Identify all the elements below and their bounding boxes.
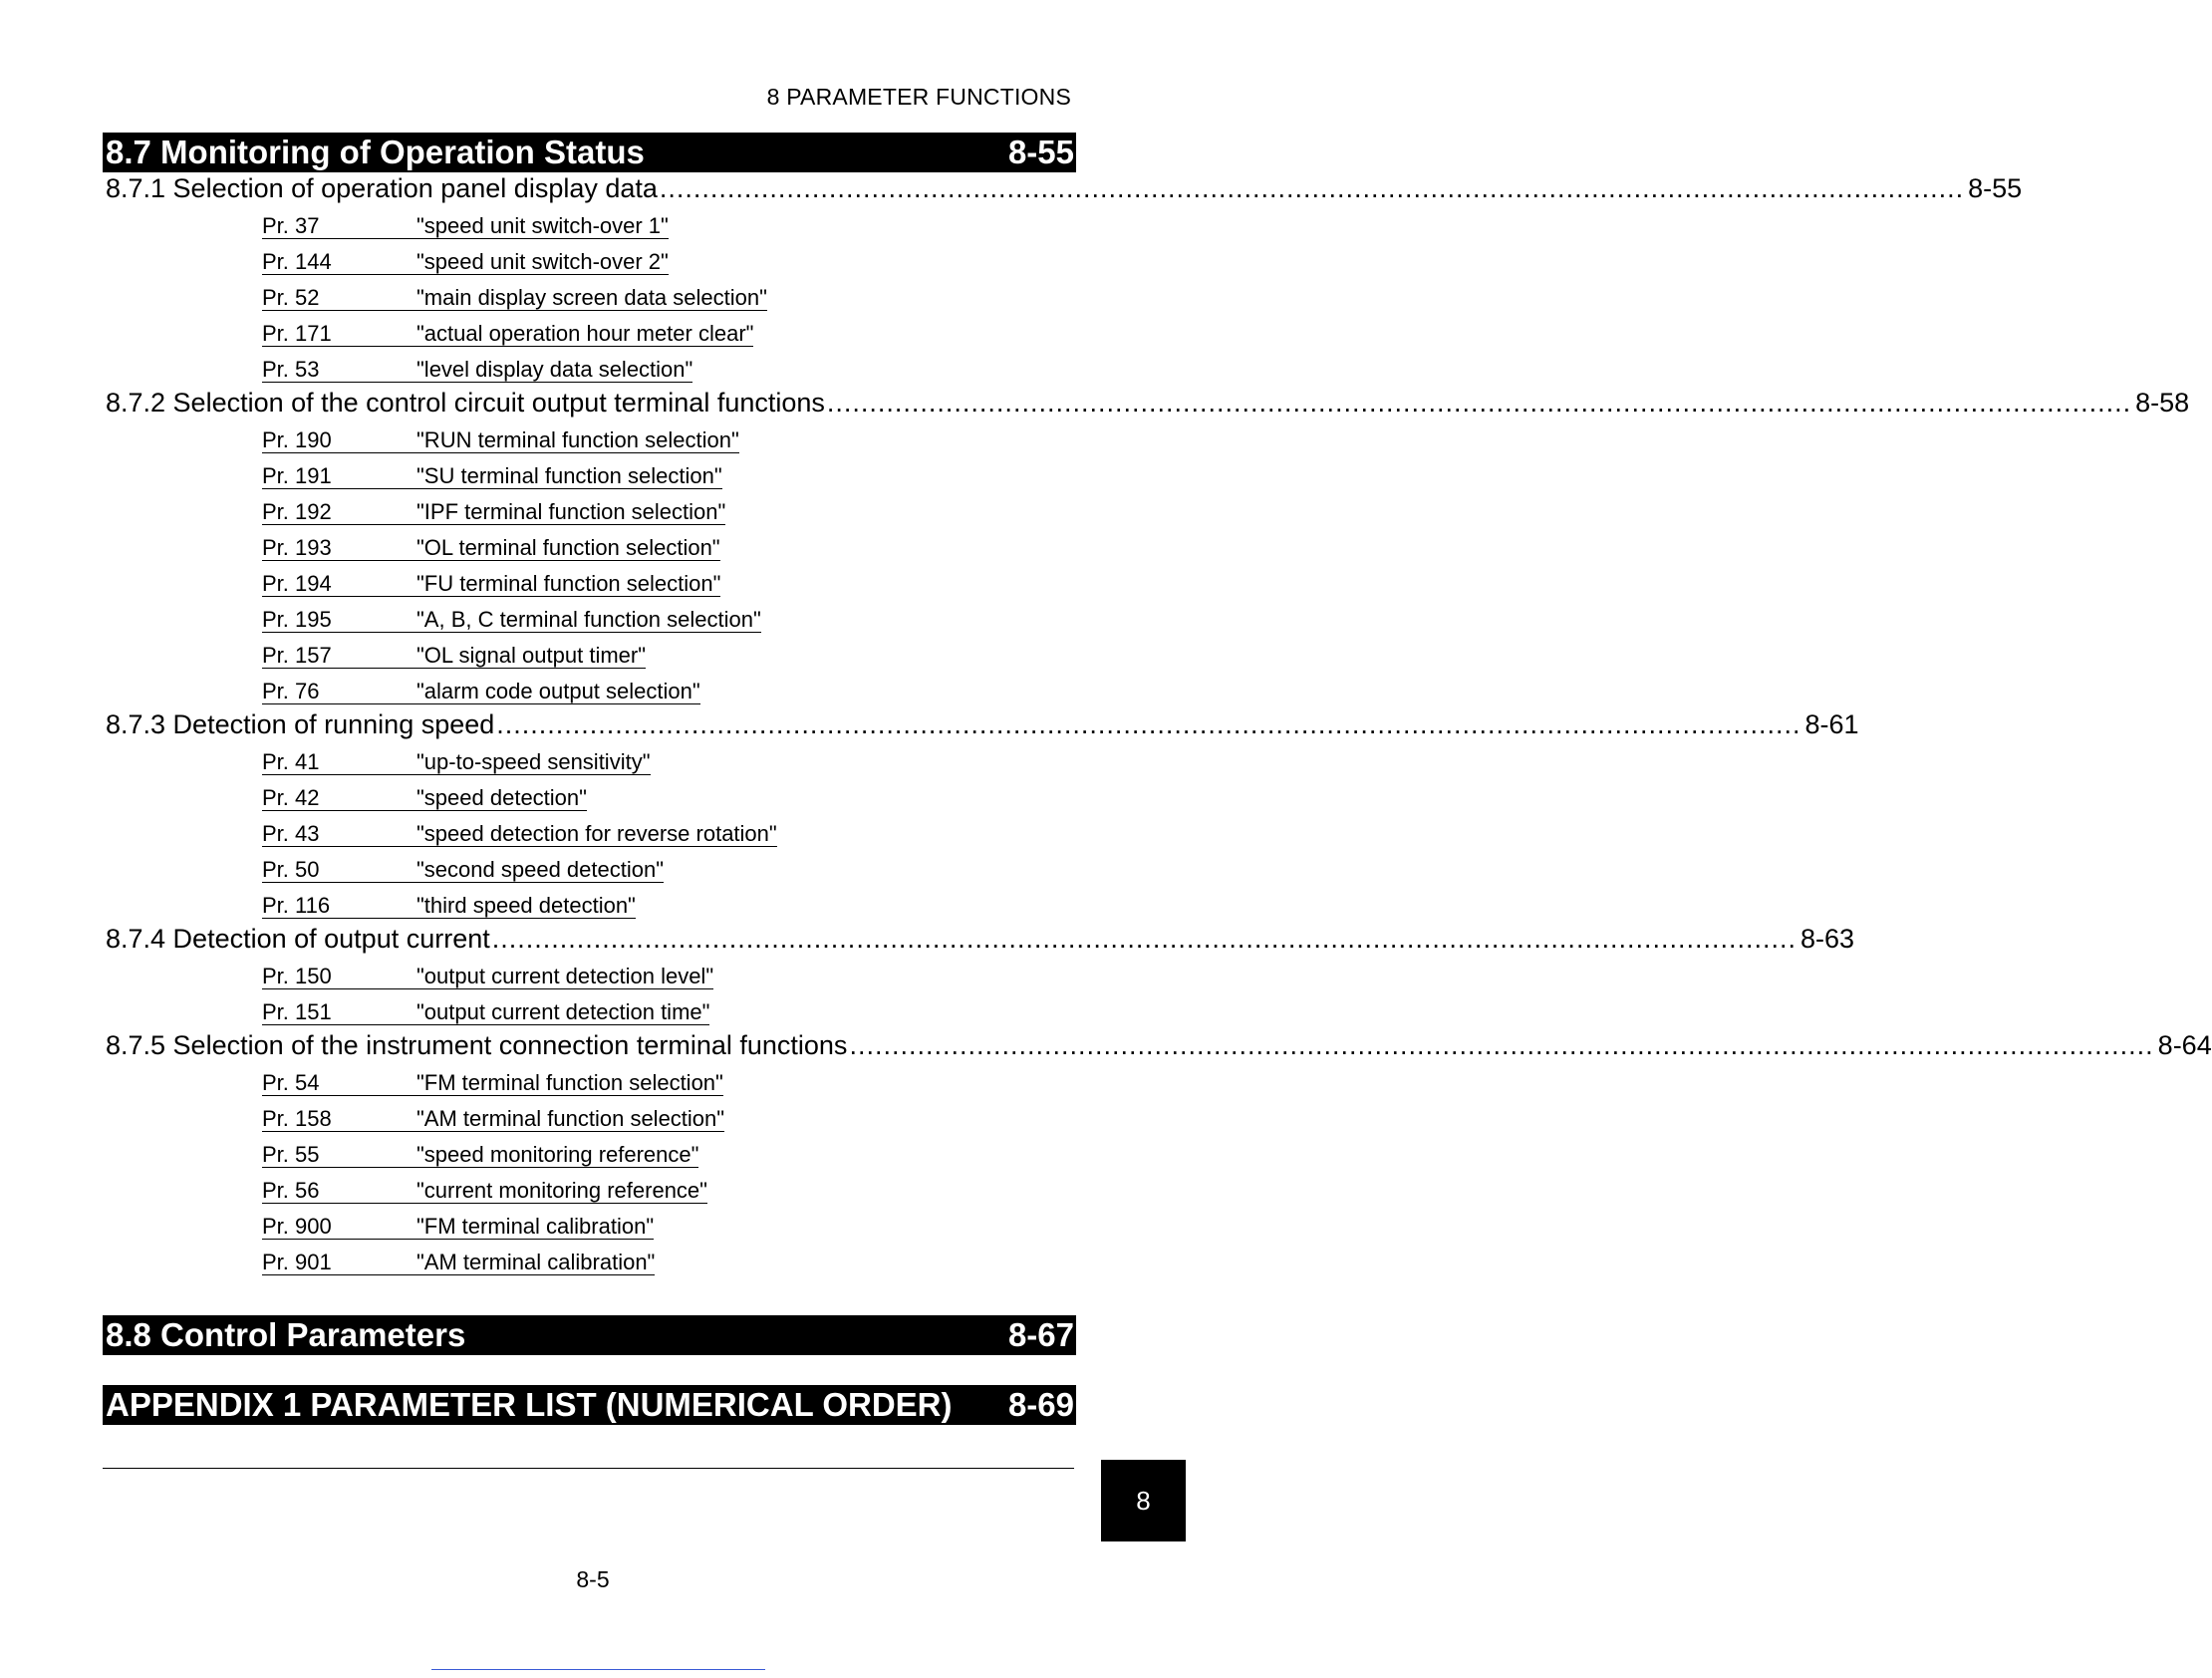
parameter-number: Pr. 157 [262,642,332,668]
running-header: 8 PARAMETER FUNCTIONS [766,84,1071,110]
subsection-title: 8.7.2 Selection of the control circuit output terminal functions [106,388,825,418]
parameter-row [103,494,1076,530]
parameter-name: "speed unit switch-over 2" [416,248,669,274]
parameter-name: "AM terminal calibration" [416,1249,656,1274]
section-heading-8-7[interactable] [103,133,1076,172]
parameter-row [103,744,1076,780]
parameter-number: Pr. 116 [262,892,331,918]
subsection-entry[interactable] [103,709,1859,744]
subsection-page: 8-55 [1968,173,2023,203]
table-of-contents [103,173,2212,1280]
subsection-page: 8-63 [1799,924,1855,954]
parameter-row [103,602,1076,638]
parameter-name: "speed detection" [416,784,587,810]
parameter-link[interactable] [262,572,720,597]
parameter-name: "OL signal output timer" [416,642,647,668]
subsection-title: 8.7.4 Detection of output current [106,924,490,954]
parameter-link[interactable] [262,428,739,453]
dot-leader: .......................................................................................................................................................... [496,709,1801,739]
parameter-number: Pr. 158 [262,1105,332,1131]
section-title: 8.8 Control Parameters [106,1316,466,1353]
dot-leader: .......................................................................................................................................................... [491,924,1797,954]
parameter-number: Pr. 76 [262,678,320,703]
parameter-number: Pr. 53 [262,356,320,382]
parameter-row [103,566,1076,602]
subsection-entry[interactable] [103,924,1855,959]
parameter-name: "speed monitoring reference" [416,1141,699,1167]
parameter-row [103,458,1076,494]
parameter-name: "speed detection for reverse rotation" [416,820,777,846]
parameter-link[interactable] [262,608,761,633]
parameter-name: "FU terminal function selection" [416,570,721,596]
bottom-link-underline [431,1669,765,1670]
parameter-row [103,674,1076,709]
dot-leader: .......................................................................................................................................................... [849,1030,2154,1060]
subsection-entry[interactable] [103,388,2190,422]
parameter-row [103,638,1076,674]
parameter-number: Pr. 55 [262,1141,320,1167]
section-page: 8-69 [1007,1386,1074,1423]
parameter-name: "alarm code output selection" [416,678,700,703]
parameter-number: Pr. 191 [262,462,332,488]
subsection-title: 8.7.3 Detection of running speed [106,709,495,739]
section-title: 8.7 Monitoring of Operation Status [106,134,645,170]
parameter-link[interactable] [262,358,692,383]
parameter-link[interactable] [262,464,722,489]
parameter-link[interactable] [262,1143,698,1168]
parameter-number: Pr. 151 [262,998,332,1024]
parameter-row [103,816,1076,852]
parameter-row [103,530,1076,566]
parameter-link[interactable] [262,750,651,775]
parameter-number: Pr. 195 [262,606,332,632]
parameter-row [103,316,1076,352]
parameter-link[interactable] [262,286,767,311]
parameter-row [103,280,1076,316]
parameter-row [103,352,1076,388]
parameter-link[interactable] [262,1251,655,1275]
parameter-link[interactable] [262,894,636,919]
parameter-number: Pr. 52 [262,284,320,310]
subsection-page: 8-61 [1804,709,1859,739]
parameter-name: "RUN terminal function selection" [416,426,739,452]
parameter-name: "FM terminal calibration" [416,1213,655,1239]
parameter-number: Pr. 41 [262,748,320,774]
section-heading-8-8[interactable] [103,1315,1076,1355]
parameter-row [103,1173,1076,1209]
chapter-tab[interactable]: 8 [1101,1460,1186,1541]
parameter-name: "AM terminal function selection" [416,1105,725,1131]
parameter-number: Pr. 193 [262,534,332,560]
parameter-row [103,244,1076,280]
parameter-number: Pr. 900 [262,1213,332,1239]
parameter-row [103,422,1076,458]
parameter-number: Pr. 37 [262,212,320,238]
parameter-name: "IPF terminal function selection" [416,498,726,524]
parameter-link[interactable] [262,786,587,811]
parameter-number: Pr. 50 [262,856,320,882]
parameter-name: "actual operation hour meter clear" [416,320,754,346]
parameter-number: Pr. 150 [262,963,332,988]
parameter-row [103,1245,1076,1280]
parameter-row [103,1137,1076,1173]
parameter-link[interactable] [262,965,713,989]
parameter-link[interactable] [262,1000,709,1025]
parameter-row [103,780,1076,816]
parameter-link[interactable] [262,500,725,525]
footer-divider [103,1468,1074,1469]
parameter-link[interactable] [262,1179,707,1204]
parameter-link[interactable] [262,1215,654,1240]
parameter-number: Pr. 56 [262,1177,320,1203]
parameter-number: Pr. 54 [262,1069,320,1095]
parameter-name: "main display screen data selection" [416,284,767,310]
parameter-number: Pr. 192 [262,498,332,524]
parameter-name: "output current detection time" [416,998,710,1024]
parameter-number: Pr. 171 [262,320,332,346]
parameter-link[interactable] [262,322,753,347]
parameter-number: Pr. 194 [262,570,332,596]
parameter-name: "up-to-speed sensitivity" [416,748,651,774]
parameter-name: "level display data selection" [416,356,693,382]
parameter-name: "output current detection level" [416,963,714,988]
parameter-row [103,1101,1076,1137]
parameter-row [103,888,1076,924]
parameter-name: "third speed detection" [416,892,636,918]
parameter-row [103,208,1076,244]
parameter-number: Pr. 144 [262,248,332,274]
parameter-link[interactable] [262,1107,724,1132]
parameter-name: "FM terminal function selection" [416,1069,723,1095]
subsection-entry[interactable] [103,173,2023,208]
parameter-row [103,1209,1076,1245]
parameter-row [103,852,1076,888]
parameter-name: "current monitoring reference" [416,1177,707,1203]
parameter-link[interactable] [262,214,669,239]
subsection-page: 8-58 [2135,388,2190,418]
parameter-number: Pr. 901 [262,1249,332,1274]
parameter-name: "A, B, C terminal function selection" [416,606,761,632]
subsection-entry[interactable] [103,1030,2212,1065]
parameter-link[interactable] [262,858,664,883]
parameter-link[interactable] [262,822,777,847]
parameter-name: "speed unit switch-over 1" [416,212,669,238]
page-number: 8-5 [576,1566,610,1592]
parameter-link[interactable] [262,680,700,704]
parameter-row [103,1065,1076,1101]
subsection-title: 8.7.5 Selection of the instrument connection terminal functions [106,1030,848,1060]
parameter-link[interactable] [262,250,669,275]
parameter-number: Pr. 42 [262,784,320,810]
subsection-page: 8-64 [2157,1030,2212,1060]
parameter-name: "OL terminal function selection" [416,534,720,560]
section-page: 8-67 [1007,1316,1074,1353]
parameter-link[interactable] [262,536,720,561]
parameter-name: "SU terminal function selection" [416,462,722,488]
parameter-number: Pr. 190 [262,426,332,452]
dot-leader: .......................................................................................................................................................... [659,173,1965,203]
parameter-row [103,994,1076,1030]
parameter-row [103,959,1076,994]
section-page: 8-55 [1007,134,1074,170]
dot-leader: .......................................................................................................................................................... [826,388,2132,418]
parameter-link[interactable] [262,644,646,669]
section-title: APPENDIX 1 PARAMETER LIST (NUMERICAL ORDER) [106,1386,953,1423]
subsection-title: 8.7.1 Selection of operation panel display data [106,173,658,203]
parameter-name: "second speed detection" [416,856,665,882]
section-heading-appendix-1[interactable] [103,1385,1076,1425]
parameter-link[interactable] [262,1071,723,1096]
parameter-number: Pr. 43 [262,820,320,846]
